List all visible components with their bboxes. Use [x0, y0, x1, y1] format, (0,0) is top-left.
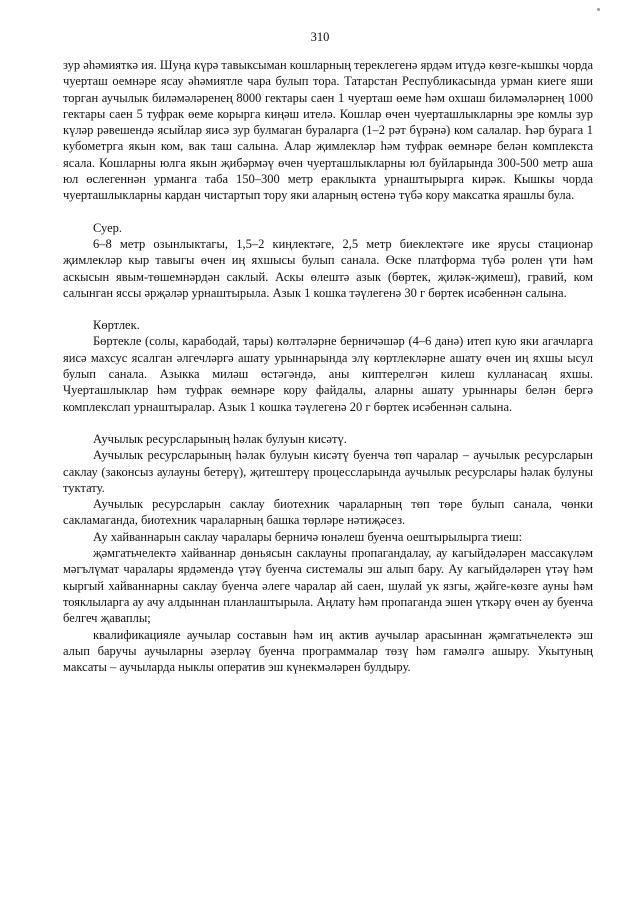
list-item-training: квалификацияле аучылар составын һәм иң актив аучылар арасыннан җәмгатьчелектә эш алып баручы аучыларны әзерләү буенча программалар төзү һәм гамәлгә ашыру. Укытуның максаты – аучыларда ныклы оператив эш күнекмәләрен булдыру. — [63, 627, 593, 675]
paragraph-kortlek: Бөртекле (солы, карабодай, тары) көлтәләрне берничәшәр (4–6 данә) итеп кую яки агачларга яисә махсус ясалган әлгечләргә ашату урыннарында элү көртлекләрне ашату өчен иң яхшы ысул булып санала. Азыкка миләш өстәгәндә, аны киптерелгән килеш кулланасаң яхшы. Чуерташлыклар һәм туфрак өемнәре кору файдалы, аларны ашату урыннары белән бергә комплекслап урнаштыралар. Азык 1 кошка тәүлегенә 20 г бөртек исәбеннән салына. — [63, 334, 593, 414]
heading-resource-loss: Аучылык ресурсларының һәлак булуын кисәтү. — [93, 431, 347, 446]
paragraph-directions: Ау хайваннарын саклау чаралары берничә юнәлеш буенча оештырылырга тиеш: — [93, 529, 523, 544]
page-body — [63, 57, 593, 675]
scan-dot — [597, 8, 600, 11]
paragraph-protection: Аучылык ресурсларын саклау биотехник чараларның төп төре булып санала, чөнки сакламаганда, биотехник чараларның башка төрләре нәтиҗәсез. — [63, 497, 593, 528]
list-item-propaganda: җәмгатьчелектә хайваннар дөньясын саклауны пропагандалау, ау кагыйдәләрен массакүләм мәгълүмат чаралары ярдәмендә үтәү буенча системалы эш алып бару. Ау кагыйдәләрен үтәү һәм кыргый хайваннарны саклау буенча әлеге чаралар ай саен, шулай ук язгы, җәйге-көзге ауны һәм тояклыларга ау ачу алдыннан планлаштырыла. Аңлату һәм пропаганда эшен үткәрү өчен ау буенча белгеч җаваплы; — [63, 546, 593, 626]
paragraph-main-measures: Аучылык ресурсларының һәлак булуын кисәтү буенча төп чаралар – аучылык ресурсларын саклау (законсыз аулауны бетерү), җитештерү процессларында аучылык ресурслары һәлак булуны туктату. — [63, 448, 593, 495]
paragraph-continued: зур әһәмияткә ия. Шуңа күрә тавыксыман кошларның тереклегенә ярдәм итүдә көзге-кышкы чорда чуерташ оемнәре ясау әһәмиятле чара булып тора. Татарстан Республикасында урман киеге яши торган аучылык биләмәләренең 8000 гектары саен 1 чуерташ өеме һәм охшаш биләмәләрнең 1000 гектары саен 5 туфрак өеме корырга киңәш ителә. Кошлар өчен чуерташлыкларны эре комлы зур күләр рәвешендә ясыйлар яисә зур булмаган бураларга (1–2 рәт бүрәнә) ком салалар. Һәр бурага 1 кубометрга якын ком, вак таш салына. Алар җимлекләр һәм туфрак өемнәре белән комплекста ясала. Кошларны юлга якын җибәрмәү өчен чуерташлыкларны юл буйларында 300-500 метр аша юл өслегеннән урманга таба 150–300 метр ераклыкта урнаштырырга кирәк. Кышкы чорда чуерташлыкларны кардан чистартып тору яки аларның өстенә түбә кору максатка ярашлы була. — [63, 58, 593, 203]
page-number: 310 — [310, 30, 330, 44]
paragraph-suer: 6–8 метр озынлыктагы, 1,5–2 киңлектәге, 2,5 метр биеклектәге ике ярусы стационар җимлекләр кыр тавыгы өчен иң яхшысы булып санала. Өске платформа түбә ролен үти һәм аскысын явым-төшемнәрдән саклый. Аскы өлештә азык (бөртек, җиләк-җимеш), гравий, ком салынган яссы әрҗәләр урнаштырыла. Азык 1 кошка тәүлегенә 30 г бөртек исәбеннән салына. — [63, 236, 593, 300]
heading-kortlek: Көртлек. — [93, 318, 140, 333]
heading-suer: Суер. — [93, 220, 123, 235]
